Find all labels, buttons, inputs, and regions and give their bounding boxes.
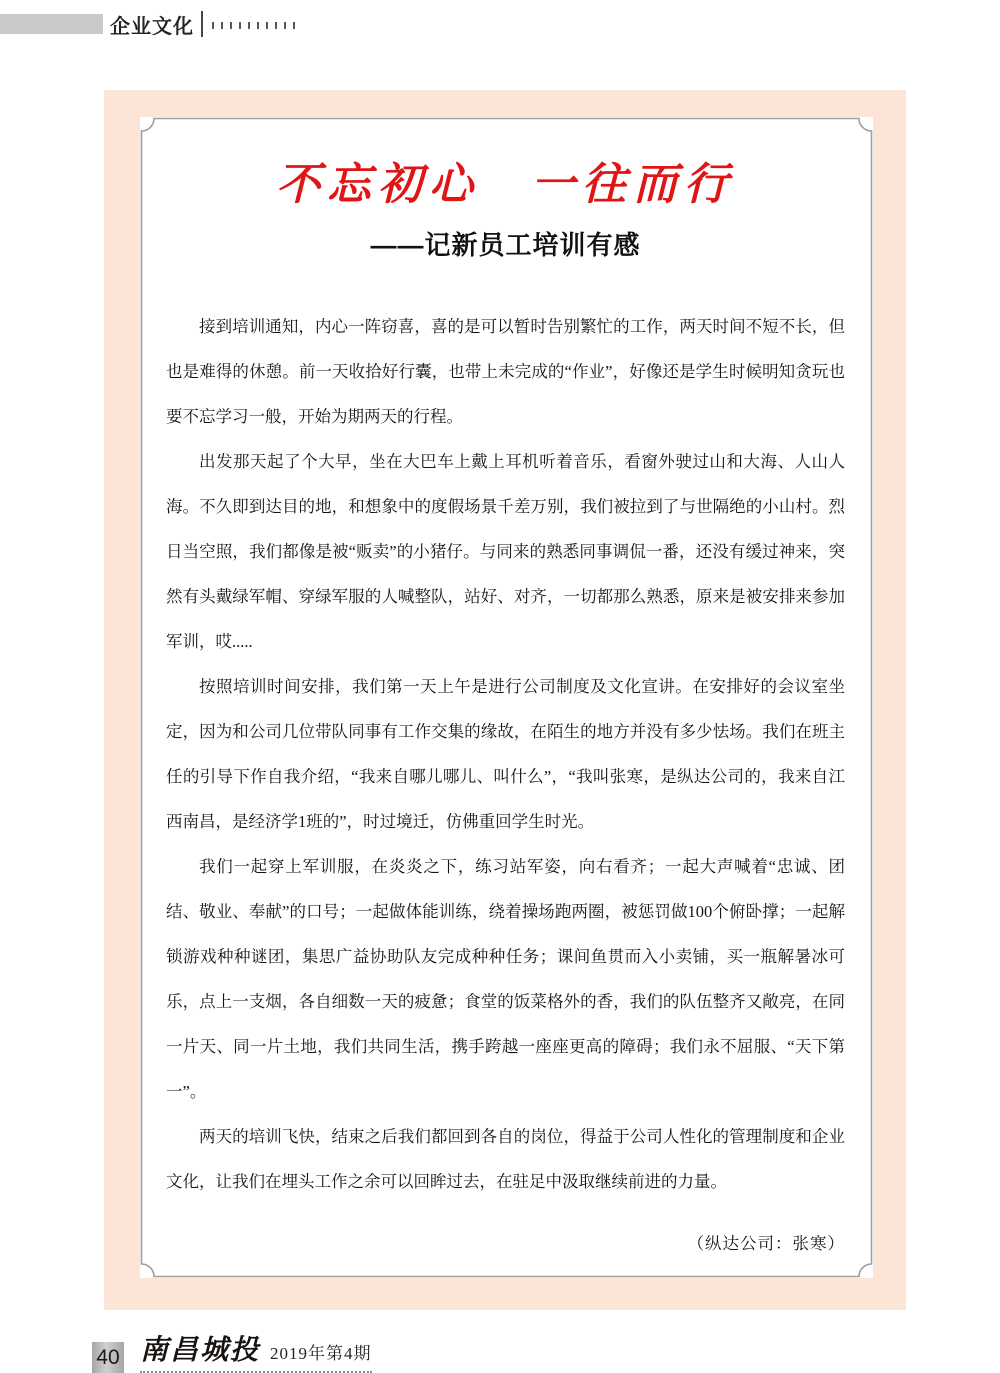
article-content [140,117,873,1278]
article-panel [104,90,906,1310]
paragraph: 两天的培训飞快，结束之后我们都回到各自的岗位，得益于公司人性化的管理制度和企业文化，让我们在埋头工作之余可以回眸过去，在驻足中汲取继续前进的力量。 [166,1127,845,1192]
footer-brand [140,1328,372,1373]
article-subtitle: ——记新员工培训有感 [370,230,641,261]
page-number: 40 [92,1342,124,1373]
author-signature: （纵达公司：张寒） [687,1234,845,1254]
paragraph: 我们一起穿上军训服，在炎炎之下，练习站军姿，向右看齐；一起大声喊着“忠诚、团结、敬业、奉献”的口号；一起做体能训练，绕着操场跑两圈，被惩罚做100个俯卧撑；一起解锁游戏种种谜团，集思广益协助队友完成种种任务；课间鱼贯而入小卖铺，买一瓶解暑冰可乐，点上一支烟，各自细数一天的疲惫；食堂的饭菜格外的香，我们的队伍整齐又敞亮，在同一片天、同一片土地，我们共同生活，携手跨越一座座更高的障碍；我们永不屈服、“天下第一”。 [166,857,845,1102]
paragraph: 按照培训时间安排，我们第一天上午是进行公司制度及文化宣讲。在安排好的会议室坐定，因为和公司几位带队同事有工作交集的缘故，在陌生的地方并没有多少怯场。我们在班主任的引导下作自我介绍，“我来自哪儿哪儿、叫什么”，“我叫张寒，是纵达公司的，我来自江西南昌，是经济学1班的”，时过境迁，仿佛重回学生时光。 [166,677,845,832]
paragraph: 出发那天起了个大早，坐在大巴车上戴上耳机听着音乐，看窗外驶过山和大海、人山人海。不久即到达目的地，和想象中的度假场景千差万别，我们被拉到了与世隔绝的小山村。烈日当空照，我们都像是被“贩卖”的小猪仔。与同来的熟悉同事调侃一番，还没有缓过神来，突然有头戴绿军帽、穿绿军服的人喊整队，站好、对齐，一切都那么熟悉，原来是被安排来参加军训，哎..... [166,452,845,652]
issue-label: 2019年第4期 [270,1344,372,1363]
page-header [0,12,300,36]
tick-marks-icon [212,22,300,29]
article-title: 不忘初心 一往而行 [276,159,735,210]
header-divider [201,11,203,37]
section-title: 企业文化 [110,15,194,38]
header-gray-bar [0,14,103,34]
article-card [140,117,873,1278]
article-body [166,304,845,1204]
page-footer [92,1328,372,1373]
magazine-logo: 南昌城投 [140,1333,261,1366]
paragraph: 接到培训通知，内心一阵窃喜，喜的是可以暂时告别繁忙的工作，两天时间不短不长，但也是难得的休憩。前一天收拾好行囊，也带上未完成的“作业”，好像还是学生时候明知贪玩也要不忘学习一般，开始为期两天的行程。 [166,317,845,427]
